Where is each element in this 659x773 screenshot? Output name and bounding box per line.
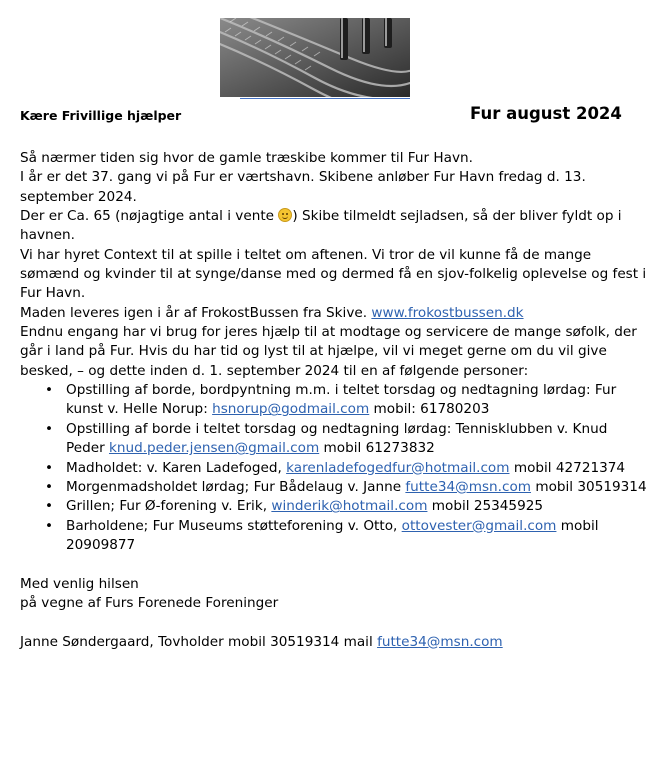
ships-text: ) Skibe tilmeldt sejladsen, så der bliver fyldt op i havnen. [20,208,622,244]
task-phone: mobil 61273832 [319,440,435,457]
letter-body [20,149,650,652]
ships-text: Der er Ca. 65 (nøjagtige antal i vente [20,208,279,225]
spacer [20,613,650,632]
signature-line [20,633,650,652]
rope-photo-graphic [220,18,410,97]
task-phone: mobil 30519314 [531,478,647,495]
task-text: Grillen; Fur Ø-forening v. Erik, [66,498,272,515]
closing-line: på vegne af Furs Forenede Foreninger [20,594,279,611]
task-phone: mobil 42721374 [509,459,626,476]
list-item [66,420,650,459]
request-paragraph: Endnu engang har vi brug for jeres hjælp til at modtage og servicere de mange søfolk, der går i land på Fur. Hvis du har tid og lyst til at hjælpe, vil vi meget gerne om du vil give besked, – og dette inden d. 1. september 2024 til en af følgende personer: [20,324,637,379]
email-link[interactable]: hsnorup@godmail.com [212,401,370,418]
list-item [66,478,650,497]
context-paragraph: Vi har hyret Context til at spille i teltet om aftenen. Vi tror de vil kunne få de mange sømænd og kvinder til at synge/danse med og dermed få en sjov-folkelig oplevelse og fest i Fur Havn. [20,246,647,302]
email-link[interactable]: knud.peder.jensen@gmail.com [108,440,320,457]
frokostbussen-link[interactable]: www.frokostbussen.dk [371,304,524,321]
email-link[interactable]: ottovester@gmail.com [401,517,557,534]
signature-email-link[interactable]: futte34@msn.com [377,633,503,650]
task-text: Opstilling af borde i teltet torsdag og nedtagning lørdag: Tennisklubben v. Knud Peder [66,420,608,457]
rope-photo [220,18,410,97]
task-text: Opstilling af borde, bordpyntning m.m. i teltet torsdag og nedtagning lørdag: Fur kunst v. Helle Norup: [66,382,617,418]
task-text: Morgenmadsholdet lørdag; Fur Bådelaug v. Janne [66,478,406,495]
list-item [66,517,650,556]
smiley-face-icon [278,208,292,222]
email-link[interactable]: futte34@msn.com [405,478,532,495]
ships-paragraph [20,207,650,246]
email-link[interactable]: winderik@hotmail.com [271,498,428,515]
task-phone: mobil 25345925 [427,498,544,515]
task-phone: mobil 20909877 [66,517,599,553]
list-item [66,381,650,420]
spacer [20,555,650,574]
closing-line: Med venlig hilsen [20,575,139,592]
email-link[interactable]: karenladefogedfur@hotmail.com [286,459,510,476]
header-divider [240,98,410,99]
place-date: Fur august 2024 [470,104,622,123]
food-text: Maden leveres igen i år af FrokostBussen fra Skive. [20,304,372,321]
task-text: Madholdet: v. Karen Ladefoged, [66,459,287,476]
food-paragraph [20,304,650,323]
task-list [20,381,650,555]
list-item [66,459,650,478]
intro-line: I år er det 37. gang vi på Fur er værtshavn. Skibene anløber Fur Havn fredag d. 13. september 2024. [20,169,586,205]
task-text: Barholdene; Fur Museums støtteforening v. Otto, [66,517,402,534]
greeting: Kære Frivillige hjælper [20,108,182,123]
list-item [66,497,650,516]
task-phone: mobil: 61780203 [369,401,490,418]
signature-text: Janne Søndergaard, Tovholder mobil 30519314 mail [20,633,378,650]
intro-line: Så nærmer tiden sig hvor de gamle træskibe kommer til Fur Havn. [20,150,473,166]
